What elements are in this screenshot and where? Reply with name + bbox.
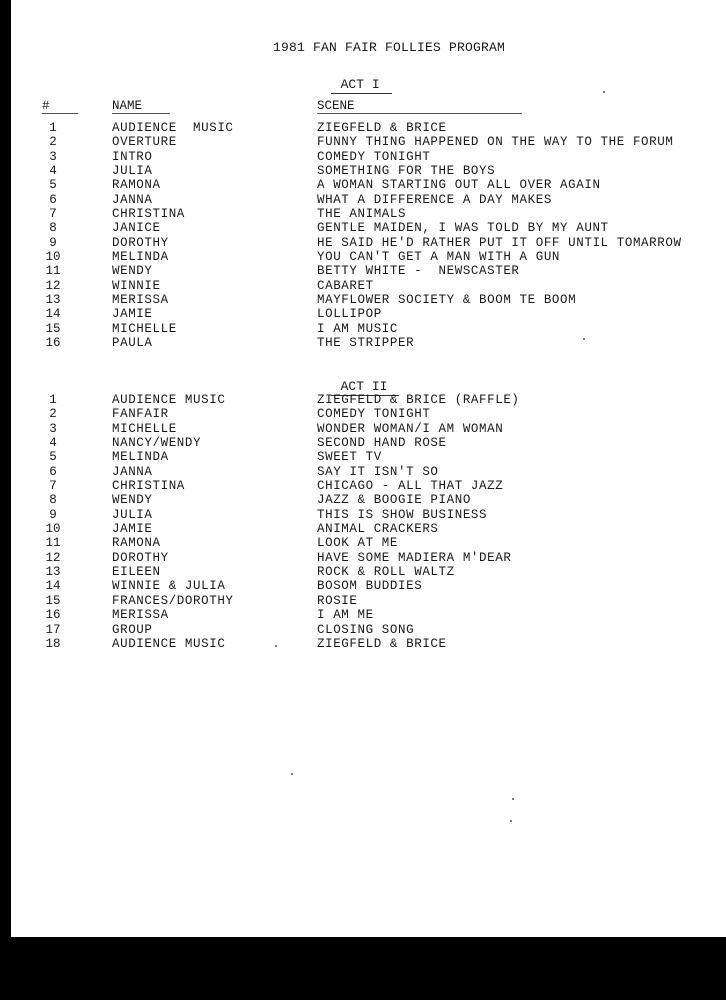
table-row [0,623,726,637]
row-number: 6 [49,192,57,207]
column-header-number: # [42,99,78,114]
performer-name: JAMIE [112,307,153,322]
row-number: 5 [49,450,57,465]
act-1-heading-text: ACT I [331,77,392,94]
table-row [0,407,726,421]
performer-name: MICHELLE [112,321,177,336]
performer-name: WINNIE [112,278,161,293]
row-number: 10 [45,522,61,537]
scene-title: ZIEGFELD & BRICE (RAFFLE) [317,393,520,407]
column-header-name: NAME [112,99,170,114]
row-number: 11 [45,536,61,551]
table-row [0,307,726,321]
row-number: 14 [45,307,61,322]
table-row [0,450,726,464]
row-number: 9 [49,235,57,250]
table-row [0,436,726,450]
performer-name: JANNA [112,464,153,479]
table-row [0,565,726,579]
table-row [0,536,726,550]
row-number: 4 [49,164,57,179]
performer-name: JULIA [112,507,153,522]
row-number: 15 [45,321,61,336]
row-number: 13 [45,565,61,580]
scene-title: ANIMAL CRACKERS [317,522,439,537]
performer-name: MERISSA [112,293,169,308]
performer-name: WENDY [112,493,153,508]
table-row [0,637,726,651]
scene-title: COMEDY TONIGHT [317,149,431,164]
performer-name: WENDY [112,264,153,279]
table-row [0,336,726,350]
performer-name: FRANCES/DOROTHY [112,593,234,608]
row-number: 8 [49,221,57,236]
row-number: 3 [49,149,57,164]
scene-title: WONDER WOMAN/I AM WOMAN [317,421,504,436]
performer-name: INTRO [112,149,153,164]
performer-name: DOROTHY [112,550,169,565]
table-row [0,493,726,507]
table-row [0,121,726,135]
table-row [0,551,726,565]
row-number: 12 [45,278,61,293]
table-row [0,221,726,235]
table-row [0,293,726,307]
scene-title: ZIEGFELD & BRICE [317,121,447,135]
row-number: 13 [45,293,61,308]
table-row [0,579,726,593]
table-row [0,422,726,436]
row-number: 1 [49,121,57,135]
act-1-heading [315,62,392,94]
scene-title: SWEET TV [317,450,382,465]
row-number: 12 [45,550,61,565]
column-header-scene: SCENE [317,99,522,114]
table-row [0,608,726,622]
row-number: 17 [45,622,61,637]
performer-name: RAMONA [112,178,161,193]
row-number: 11 [45,264,61,279]
row-number: 2 [49,407,57,422]
scan-speck [291,773,293,775]
scan-speck [603,91,605,93]
row-number: 5 [49,178,57,193]
scene-title: I AM MUSIC [317,321,399,336]
scene-title: I AM ME [317,608,374,623]
scene-title: HE SAID HE'D RATHER PUT IT OFF UNTIL TOMARROW [317,235,682,250]
table-row [0,479,726,493]
performer-name: JANICE [112,221,161,236]
row-number: 9 [49,507,57,522]
table-row [0,236,726,250]
performer-name: WINNIE & JULIA [112,579,226,594]
scan-speck [275,645,277,647]
performer-name: AUDIENCE MUSIC [112,393,226,407]
scene-title: BETTY WHITE - NEWSCASTER [317,264,520,279]
performer-name: PAULA [112,336,153,351]
scene-title: ROCK & ROLL WALTZ [317,565,455,580]
scene-title: LOOK AT ME [317,536,399,551]
row-number: 7 [49,207,57,222]
performer-name: OVERTURE [112,135,177,150]
performer-name: JULIA [112,164,153,179]
table-row [0,250,726,264]
scene-title: YOU CAN'T GET A MAN WITH A GUN [317,250,561,265]
document-title: 1981 FAN FAIR FOLLIES PROGRAM [273,40,506,55]
scene-title: HAVE SOME MADIERA M'DEAR [317,550,512,565]
performer-name: CHRISTINA [112,207,185,222]
act-2-table [0,393,726,651]
scene-title: LOLLIPOP [317,307,382,322]
performer-name: JANNA [112,192,153,207]
row-number: 14 [45,579,61,594]
performer-name: EILEEN [112,565,161,580]
row-number: 15 [45,593,61,608]
scene-title: GENTLE MAIDEN, I WAS TOLD BY MY AUNT [317,221,609,236]
performer-name: AUDIENCE MUSIC [112,121,234,135]
scene-title: WHAT A DIFFERENCE A DAY MAKES [317,192,552,207]
act-1-table [0,121,726,351]
row-number: 16 [45,336,61,351]
performer-name: MICHELLE [112,421,177,436]
scan-speck [583,338,585,340]
performer-name: DOROTHY [112,235,169,250]
performer-name: MELINDA [112,250,169,265]
table-row [0,178,726,192]
row-number: 16 [45,608,61,623]
table-row [0,164,726,178]
scene-title: FUNNY THING HAPPENED ON THE WAY TO THE FORUM [317,135,674,150]
table-row [0,150,726,164]
scene-title: COMEDY TONIGHT [317,407,431,422]
table-row [0,264,726,278]
table-row [0,193,726,207]
row-number: 4 [49,436,57,451]
performer-name: GROUP [112,622,153,637]
row-number: 18 [45,636,61,651]
scene-title: CLOSING SONG [317,622,415,637]
scan-bottom-band [0,937,726,1000]
table-row [0,393,726,407]
table-row [0,322,726,336]
performer-name: AUDIENCE MUSIC [112,636,226,651]
performer-name: RAMONA [112,536,161,551]
performer-name: MELINDA [112,450,169,465]
scene-title: THE ANIMALS [317,207,407,222]
table-row [0,522,726,536]
scan-speck [512,798,514,800]
row-number: 2 [49,135,57,150]
scene-title: A WOMAN STARTING OUT ALL OVER AGAIN [317,178,601,193]
scan-speck [510,820,512,822]
performer-name: MERISSA [112,608,169,623]
performer-name: JAMIE [112,522,153,537]
table-row [0,594,726,608]
row-number: 8 [49,493,57,508]
act-2-heading [315,364,399,396]
scene-title: ROSIE [317,593,358,608]
row-number: 7 [49,479,57,494]
scene-title: CABARET [317,278,374,293]
performer-name: FANFAIR [112,407,169,422]
row-number: 3 [49,421,57,436]
row-number: 10 [45,250,61,265]
table-row [0,465,726,479]
act-2-heading-text: ACT II [331,379,400,396]
scene-title: SOMETHING FOR THE BOYS [317,164,496,179]
row-number: 1 [49,393,57,407]
scene-title: THIS IS SHOW BUSINESS [317,507,488,522]
table-row [0,508,726,522]
scene-title: MAYFLOWER SOCIETY & BOOM TE BOOM [317,293,577,308]
scene-title: SECOND HAND ROSE [317,436,447,451]
scene-title: BOSOM BUDDIES [317,579,423,594]
table-row [0,135,726,149]
table-row [0,207,726,221]
scene-title: JAZZ & BOOGIE PIANO [317,493,471,508]
scene-title: CHICAGO - ALL THAT JAZZ [317,479,504,494]
performer-name: NANCY/WENDY [112,436,202,451]
row-number: 6 [49,464,57,479]
performer-name: CHRISTINA [112,479,185,494]
scene-title: SAY IT ISN'T SO [317,464,439,479]
scene-title: ZIEGFELD & BRICE [317,636,447,651]
table-row [0,279,726,293]
scene-title: THE STRIPPER [317,336,415,351]
